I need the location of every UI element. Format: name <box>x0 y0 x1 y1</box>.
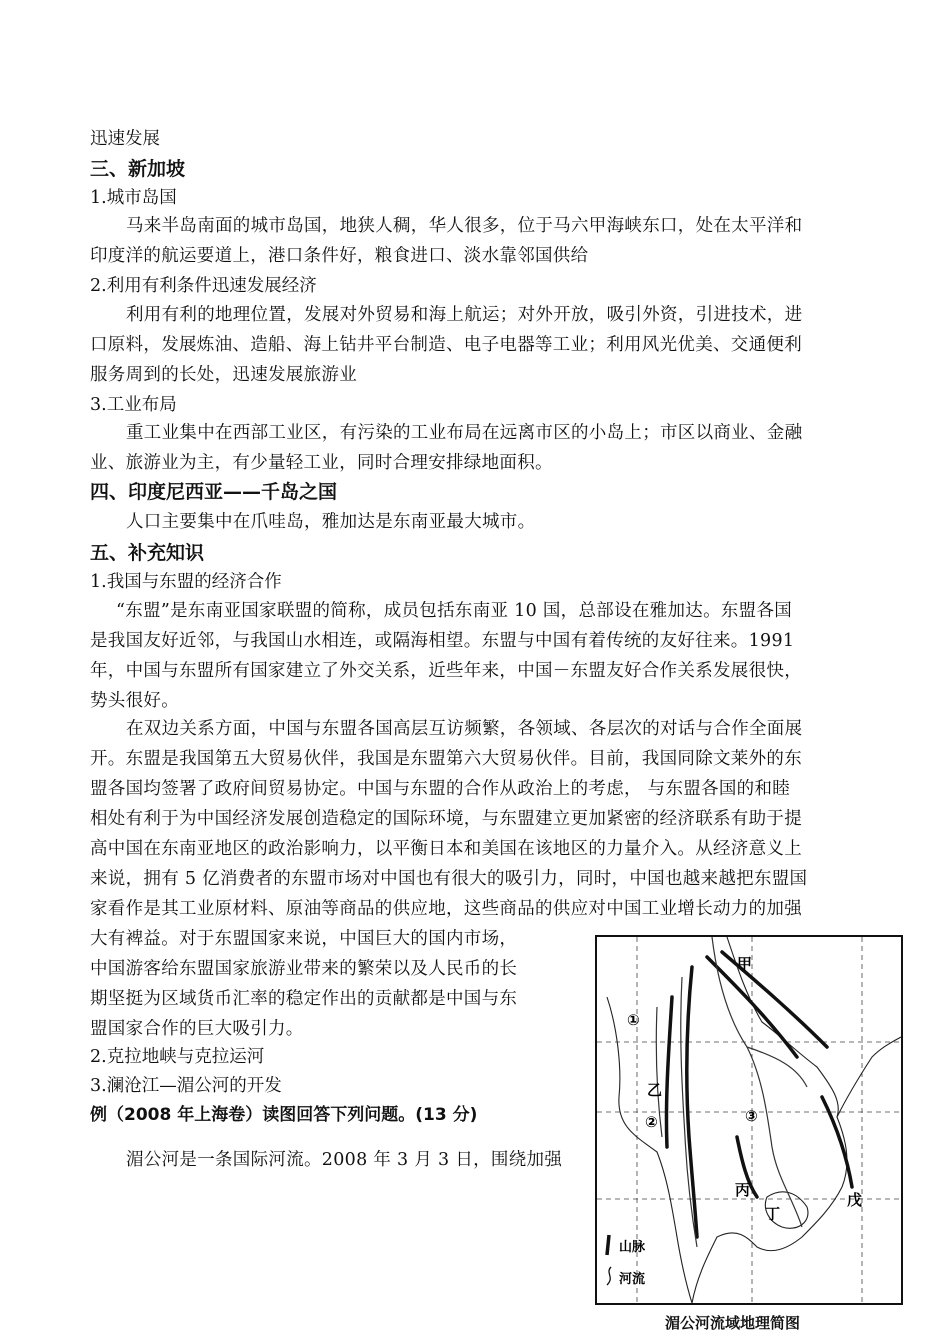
subheading: 2.利用有利条件迅速发展经济 <box>90 276 317 296</box>
text-line: 期坚挺为区域货币汇率的稳定作出的贡献都是中国与东 <box>90 989 518 1009</box>
map-legend <box>607 1235 646 1287</box>
subheading: 3.澜沧江—湄公河的开发 <box>90 1076 282 1096</box>
text-line: 年，中国与东盟所有国家建立了外交关系，近些年来，中国－东盟友好合作关系发展很快， <box>90 661 802 681</box>
text-line: 人口主要集中在爪哇岛，雅加达是东南亚最大城市。 <box>126 512 536 532</box>
paragraph <box>90 596 802 716</box>
text-line: 业、旅游业为主，有少量轻工业，同时合理安排绿地面积。 <box>90 453 553 473</box>
label-2: ② <box>645 1113 658 1131</box>
text-line: 口原料，发展炼油、造船、海上钻井平台制造、电子电器等工业；利用风光优美、交通便利 <box>90 335 802 355</box>
text-line: 相处有利于为中国经济发展创造稳定的国际环境，与东盟建立更加紧密的经济联系有助于提 <box>90 809 802 829</box>
text-line: 来说，拥有 5 亿消费者的东盟市场对中国也有很大的吸引力，同时，中国也越来越把东盟国 <box>90 869 808 889</box>
paragraph <box>126 507 535 537</box>
text-line: 高中国在东南亚地区的政治影响力，以平衡日本和美国在该地区的力量介入。从经济意义上 <box>90 839 802 859</box>
river-legend-icon <box>607 1267 611 1285</box>
text-line: 盟各国均签署了政府间贸易协定。中国与东盟的合作从政治上的考虑， 与东盟各国的和睦 <box>90 779 791 799</box>
text-line: 利用有利的地理位置，发展对外贸易和海上航运；对外开放，吸引外资，引进技术，进 <box>126 305 803 325</box>
text-line: 马来半岛南面的城市岛国，地狭人稠，华人很多，位于马六甲海峡东口，处在太平洋和 <box>126 216 803 236</box>
legend-river: 河流 <box>619 1272 646 1287</box>
section-heading-singapore: 三、新加坡 <box>90 158 186 180</box>
text-line: 家看作是其工业原材料、原油等商品的供应地，这些商品的供应对中国工业增长动力的加强 <box>90 899 802 919</box>
mountain-ranges <box>666 952 852 1237</box>
label-3: ③ <box>745 1107 758 1125</box>
paragraph <box>90 211 802 271</box>
section-heading-supplement: 五、补充知识 <box>90 542 205 564</box>
subheading: 1.我国与东盟的经济合作 <box>90 572 282 592</box>
text-line: 势头很好。 <box>90 691 179 711</box>
text-line: 在双边关系方面，中国与东盟各国高层互访频繁，各领域、各层次的对话与合作全面展 <box>126 719 803 739</box>
section-heading-indonesia: 四、印度尼西亚——千岛之国 <box>90 481 338 503</box>
label-jia: 甲 <box>737 955 753 973</box>
text-line: 重工业集中在西部工业区，有污染的工业布局在远离市区的小岛上；市区以商业、金融 <box>126 423 803 443</box>
subheading: 3.工业布局 <box>90 395 177 415</box>
text-line: 是我国友好近邻，与我国山水相连，或隔海相望。东盟与中国有着传统的友好往来。1991 <box>90 631 795 651</box>
example-question-heading: 例（2008 年上海卷）读图回答下列问题。(13 分) <box>90 1105 478 1125</box>
legend-mountain: 山脉 <box>619 1240 646 1255</box>
paragraph <box>126 1145 562 1175</box>
text-line: 服务周到的长处，迅速发展旅游业 <box>90 365 357 385</box>
label-wu: 戊 <box>847 1191 863 1209</box>
paragraph <box>90 300 802 390</box>
paragraph <box>90 418 802 478</box>
text-line: 开。东盟是我国第五大贸易伙伴，我国是东盟第六大贸易伙伴。目前，我国同除文莱外的东 <box>90 749 802 769</box>
mekong-basin-map <box>595 935 903 1305</box>
label-1: ① <box>627 1011 640 1029</box>
text-line: 迅速发展 <box>90 129 160 149</box>
text-line: “东盟”是东南亚国家联盟的简称，成员包括东南亚 10 国，总部设在雅加达。东盟各国 <box>116 601 793 621</box>
label-ding: 丁 <box>765 1205 781 1223</box>
mountain-legend-icon <box>607 1235 609 1255</box>
label-yi: 乙 <box>647 1081 663 1099</box>
text-line: 大有裨益。对于东盟国家来说，中国巨大的国内市场， <box>90 929 518 949</box>
text-line: 盟国家合作的巨大吸引力。 <box>90 1019 304 1039</box>
subheading: 2.克拉地峡与克拉运河 <box>90 1047 265 1067</box>
map-caption: 湄公河流域地理简图 <box>665 1314 801 1332</box>
subheading: 1.城市岛国 <box>90 188 177 208</box>
text-line: 湄公河是一条国际河流。2008 年 3 月 3 日，围绕加强 <box>126 1150 563 1170</box>
label-bing: 丙 <box>735 1181 751 1199</box>
map-figure <box>597 937 901 1303</box>
text-line: 印度洋的航运要道上，港口条件好，粮食进口、淡水靠邻国供给 <box>90 246 589 266</box>
text-line: 中国游客给东盟国家旅游业带来的繁荣以及人民币的长 <box>90 959 518 979</box>
